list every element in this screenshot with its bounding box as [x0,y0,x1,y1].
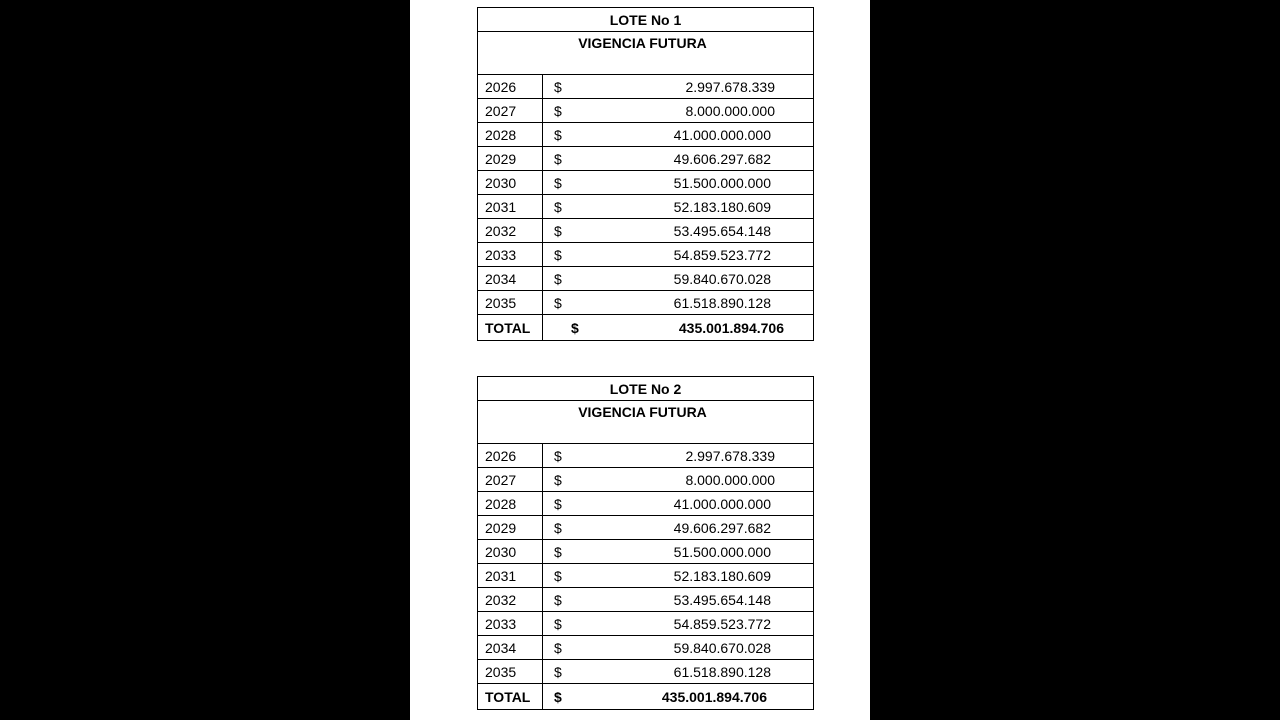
table-row [478,219,813,243]
amount-cell [543,171,813,194]
year-cell: 2033 [478,243,543,266]
amount-value: 53.495.654.148 [673,591,771,608]
year-cell: 2032 [478,219,543,242]
amount-value: 51.500.000.000 [673,174,771,191]
table-row [478,243,813,267]
table-row [478,75,813,99]
currency-symbol: $ [554,688,562,705]
amount-value: 2.997.678.339 [685,78,775,95]
amount-cell [543,147,813,170]
year-cell: 2031 [478,564,543,587]
table-body [478,75,813,340]
currency-symbol: $ [554,447,562,464]
amount-cell [543,219,813,242]
lote-2-table [477,376,814,710]
table-row [478,99,813,123]
currency-symbol: $ [554,102,562,119]
amount-value: 61.518.890.128 [673,294,771,311]
currency-symbol: $ [554,246,562,263]
amount-cell [543,195,813,218]
year-cell: 2031 [478,195,543,218]
amount-value: 8.000.000.000 [685,471,775,488]
year-cell: 2035 [478,660,543,683]
amount-cell [543,612,813,635]
currency-symbol: $ [554,567,562,584]
total-amount-cell [543,315,813,340]
currency-symbol: $ [554,639,562,656]
amount-value: 61.518.890.128 [673,663,771,680]
currency-symbol: $ [554,222,562,239]
year-cell: 2035 [478,291,543,314]
amount-cell [543,468,813,491]
currency-symbol: $ [554,150,562,167]
table-subtitle: VIGENCIA FUTURA [478,32,813,75]
year-cell: 2030 [478,540,543,563]
currency-symbol: $ [554,471,562,488]
table-row [478,540,813,564]
table-row [478,588,813,612]
table-title: LOTE No 1 [478,8,813,32]
table-row [478,660,813,684]
amount-cell [543,516,813,539]
year-cell: 2026 [478,444,543,467]
year-cell: 2028 [478,123,543,146]
total-amount-value: 435.001.894.706 [678,319,784,336]
amount-value: 52.183.180.609 [673,198,771,215]
amount-value: 49.606.297.682 [673,150,771,167]
currency-symbol: $ [554,174,562,191]
total-amount-cell [543,684,813,709]
table-row [478,612,813,636]
amount-cell [543,99,813,122]
total-amount-value: 435.001.894.706 [661,688,767,705]
currency-symbol: $ [554,663,562,680]
currency-symbol: $ [554,615,562,632]
table-row [478,123,813,147]
amount-value: 52.183.180.609 [673,567,771,584]
table-title: LOTE No 2 [478,377,813,401]
total-label: TOTAL [478,315,543,340]
currency-symbol: $ [554,78,562,95]
year-cell: 2027 [478,468,543,491]
year-cell: 2034 [478,267,543,290]
table-body [478,444,813,709]
table-row [478,468,813,492]
table-row [478,444,813,468]
table-subtitle: VIGENCIA FUTURA [478,401,813,444]
table-row [478,267,813,291]
currency-symbol: $ [554,126,562,143]
amount-value: 59.840.670.028 [673,270,771,287]
year-cell: 2032 [478,588,543,611]
amount-cell [543,564,813,587]
table-row [478,636,813,660]
total-row [478,315,813,340]
amount-cell [543,492,813,515]
amount-cell [543,267,813,290]
table-row [478,564,813,588]
amount-cell [543,291,813,314]
table-row [478,516,813,540]
currency-symbol: $ [554,543,562,560]
currency-symbol: $ [554,270,562,287]
year-cell: 2030 [478,171,543,194]
amount-cell [543,540,813,563]
amount-cell [543,588,813,611]
table-row [478,492,813,516]
amount-value: 2.997.678.339 [685,447,775,464]
currency-symbol: $ [554,294,562,311]
amount-value: 41.000.000.000 [673,495,771,512]
amount-cell [543,660,813,683]
lote-1-table [477,7,814,341]
year-cell: 2029 [478,516,543,539]
table-row [478,195,813,219]
currency-symbol: $ [554,198,562,215]
year-cell: 2027 [478,99,543,122]
amount-value: 53.495.654.148 [673,222,771,239]
amount-value: 49.606.297.682 [673,519,771,536]
currency-symbol: $ [554,495,562,512]
amount-cell [543,75,813,98]
amount-value: 8.000.000.000 [685,102,775,119]
currency-symbol: $ [554,591,562,608]
amount-value: 54.859.523.772 [673,246,771,263]
year-cell: 2033 [478,612,543,635]
amount-value: 54.859.523.772 [673,615,771,632]
currency-symbol: $ [554,519,562,536]
amount-value: 41.000.000.000 [673,126,771,143]
table-row [478,171,813,195]
table-row [478,147,813,171]
currency-symbol: $ [571,319,579,336]
amount-cell [543,243,813,266]
total-label: TOTAL [478,684,543,709]
amount-cell [543,123,813,146]
year-cell: 2029 [478,147,543,170]
year-cell: 2034 [478,636,543,659]
amount-cell [543,636,813,659]
year-cell: 2028 [478,492,543,515]
table-row [478,291,813,315]
amount-value: 51.500.000.000 [673,543,771,560]
amount-cell [543,444,813,467]
amount-value: 59.840.670.028 [673,639,771,656]
total-row [478,684,813,709]
year-cell: 2026 [478,75,543,98]
